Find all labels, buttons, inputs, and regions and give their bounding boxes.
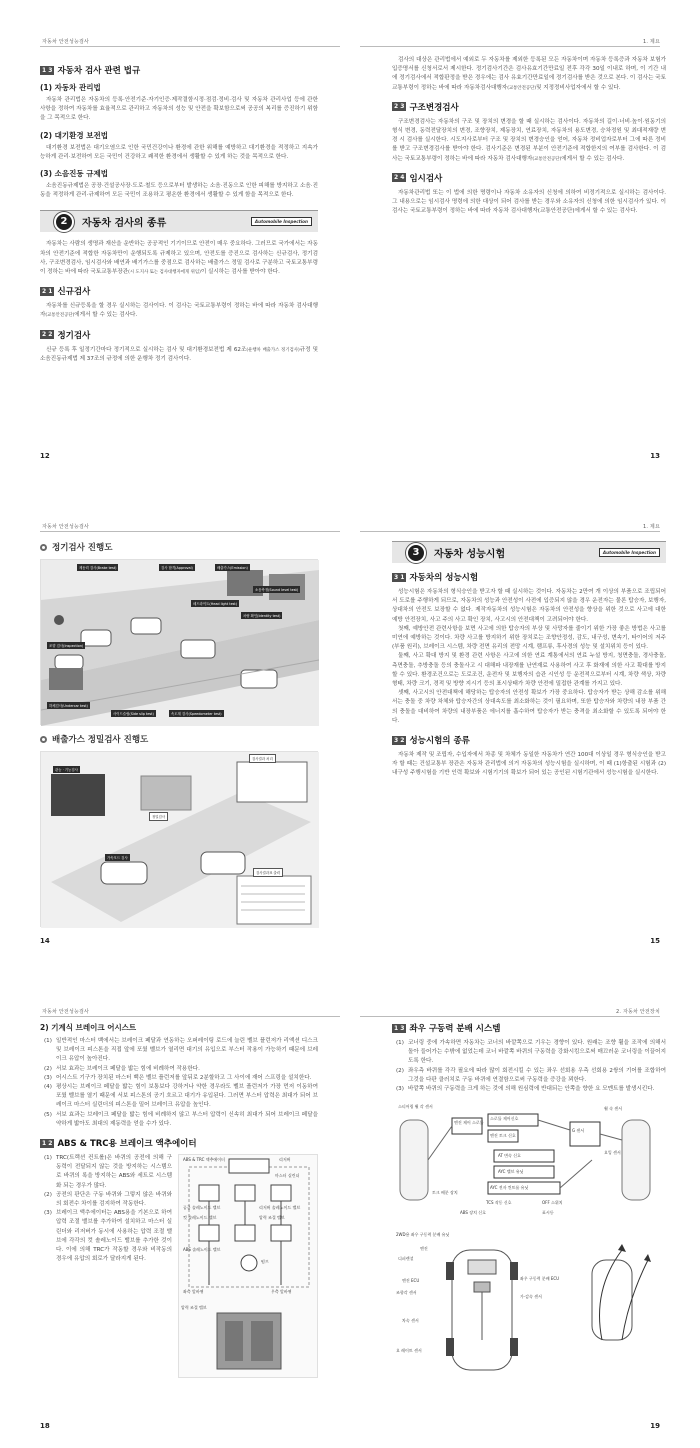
ayc-block-drawing [392,1100,666,1226]
running-header-left: 자동차 안전성능검사 [42,524,90,530]
paragraph: 소음진동규제법은 공장·건설공사장·도로·철도 등으로부터 발생하는 소음·진동으로 인한 피해를 방지하고 소음·진동을 적정하게 관리·규제하여 모든 국민이 조용하고 평온한 환경에서 생활할 수 있게 함을 목적으로 한다. [40,183,318,199]
ayc-system-diagram [392,1100,666,1226]
subsection-title: (3) 소음진동 규제법 [40,169,109,179]
list-item [40,1065,318,1074]
diagram-label: OFF 스위치 [542,1200,563,1206]
page-number: 12 [40,452,50,460]
figure-label: 하체검사(Undercar test) [49,704,88,708]
text-run-small: (교통안전공단) [532,156,562,162]
hydraulic-circuit-drawing [179,1155,319,1379]
periodic-inspection-illustration [40,559,318,725]
section-number-badge: 2 3 [394,103,405,111]
paragraph [40,302,318,320]
section-number-badge: 3 1 [394,573,405,581]
chapter-number: 3 [406,543,426,563]
figure-label: 검사 합격(Approval) [161,566,193,570]
diagram-label: AT 변속 신호 [498,1153,521,1159]
section-heading [40,1137,318,1149]
section-number-badge: 1 3 [42,66,53,74]
section-title: 임시검사 [409,173,443,184]
list-item-text: 어시스트 기구가 장치된 마스터 백은 벨브 플런저를 앞뒤로 2분할하고 그 사이에 재어 스프링을 설치한다. [56,1074,312,1081]
list-item [392,1067,666,1085]
figure-label: 관능 · 기능검사 [55,768,78,772]
chapter-title: 자동차 검사의 종류 [82,218,167,230]
diagram-label: 리저버 [279,1157,291,1163]
diagram-label: AYC 전자 컨트롤 유닛 [490,1185,529,1191]
text-run: 규정 및 소음진동규제법 제 37조의 규정에 의한 운행차 정기 검사이다. [40,346,318,362]
list-item-number: (4) [44,1084,52,1091]
list-item-number: (1) [396,1040,404,1046]
chapter-title: 자동차 성능시험 [434,549,506,560]
section-title: ABS & TRC용 브레이크 액추에이터 [57,1139,197,1150]
list-item [40,1111,318,1129]
diagram-label: 토크 배분 장치 [432,1190,458,1196]
text-run: 구조변경검사는 자동차의 구조 및 장치의 변경을 할 때 실시하는 검사이다. 자동차의 길이·너비·높이·원동기의 형식 변경, 동력전달장치의 변경, 조향장치, 제동장치, 연료장치, 자동차의 용도변경, 승차정원 및 최대적재량 변경 시 검사를 실시한다. 시도지사로부터 구조 및 장치의 변경승인을 얻어, 자동차 정비업자로부터 그에 따른 정비를 받고 구조변경검사를 받아야 한다. 검사기준은 변경된 부분이 안전기준에 적합한지의 여부를 검사한다. 이 검사는 국토교통부령이 정하는 바에 따라 자동차 검사대행자 [392,118,666,162]
spread-pages-14-15 [0,485,700,963]
abs-section-body [40,1154,318,1378]
list-item-text: 바깥쪽 바퀴의 구동력을 크게 하는 것에 의해 원심력에 반대되는 안쪽을 향한 요 모멘트를 발생시킨다. [408,1086,655,1093]
figure-label: 제동력 검사(Brake test) [79,566,117,570]
chapter-banner [392,541,666,563]
chapter-banner [40,210,318,232]
list-item-number: (2) [44,1065,52,1072]
paragraph: 둘째, 사고 확대 방지 및 환경 관련 사항은 사고에 의한 연료 계통에서의 연료 누설 방지, 청면충돌, 경사충돌, 측면충돌, 추방충돌 등의 충돌사고 시 대해파 내장재를 난연재료 사용하여 사고 후 화재에 의한 사고 확대를 방지할 수 있다. 환경조건으로는 도로조건, 운전자 및 보행자의 습관 시인성 등 운전적으로부터 시계, 차량 색상, 차량 형태, 차량 크기, 경적 및 방향 지시기 등의 표시상태가 차량 안전에 밀접한 관계를 가지고 있다. [392,653,666,688]
list-item-number: (1) [44,1155,52,1162]
text-run-small: (시 도지사 또는 검사대행자에게 위임) [128,270,201,276]
section-title: 좌우 구동력 분배 시스템 [409,1024,501,1034]
section-title: 성능시험의 종류 [409,736,470,747]
figure-label: 헤드라이트(Head light test) [193,602,238,606]
diagram-label: 공급 솔레노이드 밸브 [183,1205,221,1211]
diagram-label: 컷 솔레노이드 밸브 [183,1215,217,1221]
diagram-label: 엔진 [420,1246,428,1252]
vehicle-chassis-drawing [392,1230,666,1380]
header-rule [360,1016,660,1017]
list-item-text: 좌우측 바퀴를 각각 필요에 따라 많이 회전시킬 수 있는 좌우 선회용 우측 선회용 2쌍의 기어를 조합하여 그것을 다판 클러치로 구동 바퀴에 연결함으로써 구동력을 증강을 꾀한다. [408,1067,666,1083]
list-item-number: (5) [44,1111,52,1118]
figure-label: 사이드슬립(Side slip test) [113,712,154,716]
list-item-number: (3) [396,1086,404,1093]
chapter-tag: Automobile Inspection [251,217,312,226]
figure-label: 배출가스(Emission) [217,566,248,570]
figure-title-text: 배출가스 정밀검사 진행도 [52,735,149,745]
section-heading [40,64,318,76]
list-item-text: 일반적인 마스터 백에서는 브레이크 페달과 연동하는 오퍼레이팅 로드에 늘린 벨브 플런저가 리액션 디스크 및 브레이크 피스톤을 직접 앞에 포웠 벨브가 열리면 대기의 유입으로 부스터 작용이 가능하기 때문에 브레이크 유압이 높아진다. [56,1038,318,1063]
diagram-label: 휠 속 센서 [604,1106,622,1112]
list-item-text: 서보 효과는 브레이크 페달을 밟는 힘에 비례하여 작용한다. [56,1065,200,1072]
paragraph: 자동차 관리법은 자동차의 등록·안전기준·자기인증·제작결함시정·점검·정비·검사 및 자동차 관리사업 등에 관한 사항을 정하여 자동차를 효율적으로 관리하고 자동차의 성능 및 안전을 확보함으로써 공공의 복리를 증진하기 위함을 그 목적으로 한다. [40,97,318,122]
section-heading [392,101,666,113]
list-item [40,1209,172,1264]
text-run: 에게서 할 수 있는 검사다. [74,312,138,319]
list-item-number: (3) [44,1210,52,1217]
diagram-label: ABS 장치 신호 [460,1210,486,1216]
diagram-label: 우측 앞바퀴 [271,1289,292,1295]
diagram-label: 조향각 센서 [396,1290,417,1296]
page-13-content [392,56,666,216]
diagram-label: 리저버 솔레노이드 밸브 [259,1205,301,1211]
bullet-circle-icon [40,736,47,743]
diagram-label: 요 레이트 센서 [396,1348,422,1354]
text-run: 신규 등록 후 일정기간마다 정기적으로 실시하는 검사 및 대기환경보전법 제 62조 [46,346,247,353]
header-rule [40,531,340,532]
page-19 [350,970,700,1448]
list-item [40,1074,318,1083]
text-run: 에게서 할 수 있는 검사다. [561,155,625,162]
subsection-title: (2) 대기환경 보전법 [40,130,109,140]
brake-assist-list [40,1037,318,1129]
diagram-label: 엔진 토크 신호 [490,1133,516,1139]
diagram-label: 스로틀 제어신호 [490,1116,519,1122]
text-run: 이 실시하는 검사를 받아야 한다. [200,269,280,276]
section-number-badge: 2 2 [42,331,53,339]
text-run: 검사의 대상은 관리법에서 예외로 두 자동차를 제외한 등록된 모든 자동차이며 자동차 등록증과 자동차 보험가입증명서를 신청서로서 제시한다. 정기검사기간은 검사유효기간만료일 전후 각각 30일 이내로 하며, 이 기간 내에 정기검사에서 적합판정을 받은 경우에는 검사 유효기간만료일에 정기검사를 받은 것으로 본다. 이 검사는 국토교통부령이 정하는 바에 따라 자동차검사대행자 [392,57,666,91]
header-rule [360,46,660,47]
list-item-text: 공전의 판단은 구동 바퀴와 그렇지 않은 바퀴와의 회전수 차이를 검지하여 작동한다. [56,1191,172,1208]
figure-label: 소음측정(Sound level test) [255,588,299,592]
diagram-label: 엔진 ECU [402,1278,420,1284]
list-item-number: (2) [44,1191,52,1198]
figure-label: 정밀검사 [149,812,168,821]
section-title: 자동차 검사 관련 법규 [57,66,141,76]
list-item-text: 코너링 중에 가속하면 자동차는 코너의 바깥쪽으로 기우는 경향이 있다. 원래는 조향 휠을 조작에 의해서 돌아 들어가는 수밖에 없었는데 코너 바깥쪽 바퀴의 구동력을 강화시킴으로써 매끄러운 코너링을 이끌어지도록 한다. [408,1040,666,1065]
diagram-label: 표시등 [542,1210,554,1216]
subsection-title: 2) 기계식 브레이크 어시스트 [40,1023,137,1032]
text-run: 및 지정정비사업자에서 할 수 있다. [536,84,621,91]
chapter-number: 2 [54,212,74,232]
list-item-text: 서보 효과는 브레이크 페달을 밟는 힘에 비례하지 않고 부스터 압력이 신속히 최대가 되어 브레이크 페달을 약하게 밟아도 최대의 제동력을 얻을 수가 있다. [56,1111,318,1127]
text-run-small: (운행차 배출가스 정기검사) [246,347,300,353]
paragraph: 자동차 제작 및 조립자, 수입자에서 차종 및 차체가 동일한 자동차가 연간 100대 이상일 경우 형식승인을 받고자 할 때는 건설교통부 장관은 자동차 관리법에 의거 자동차의 성능시험을 실시하며, 이 때 (1)항출된 시험과 (2) 내구성 주행시험을 기반 인력 확보와 시험기기의 확보가 되어 있는 공인된 시험기관에서 성능시험을 실시한다. [392,752,666,777]
diagram-label: 2WD용 좌우 구동력 분배 유닛 [396,1232,450,1238]
section-title: 정기검사 [57,330,91,341]
section-number-badge: 2 4 [394,174,405,182]
diagram-label: 펌프 [261,1259,269,1265]
figure-title [40,541,318,553]
paragraph: 대기환경 보전법은 대기오염으로 인한 국민건강이나 환경에 관한 위해를 예방하고 대기환경을 적정하고 지속가능하게 관리·보전하여 모든 국민이 건강하고 쾌적한 환경에서 생활할 수 있게 하는 것을 목적으로 한다. [40,144,318,160]
section-heading [392,1022,666,1034]
figure-label: 가속모드 검사 [107,856,128,860]
header-rule [360,531,660,532]
figure-label: 검사결과 처리 [249,754,276,763]
running-header-right: 1. 제요 [642,524,660,530]
spread-pages-12-13 [0,0,700,478]
list-item-text: 평상시는 브레이크 페달을 밟는 힘이 보통보다 강하거나 약한 경우라도 벨브 플런저가 가장 먼저 이동하여 포웠 벨브를 열기 때문에 서보 피스톤의 공기 흐르고 대기가 유입된다. 그러면 부스터 압력은 최대가 되어 브레이크 마스터 실린더의 피스톤을 밀어 브레이크 유압을 높인다. [56,1084,318,1109]
page-14-content [40,541,318,927]
text-run: 자동차는 사람의 생명과 재산을 운반하는 공공적인 기기이므로 안전이 매우 중요하다. 그러므로 국가에서는 자동차의 안전기준에 적합한 자동차만이 운행되도록 규제하고 있으며, 안전도를 증진으로 검사하는 신규검사, 정기검사, 구조변경검사, 임시검사와 배연과 배기가스를 중점으로 검사하는 배출가스 정밀 검사로 구분하고 국토교통부령이 정하는 바에 따라 국토교통부장관 [40,241,318,276]
subsection-title: (1) 자동차 관리법 [40,83,101,92]
paragraph [40,346,318,364]
page-15 [350,485,700,963]
section-number-badge: 1 2 [42,1139,53,1147]
diagram-label: G 센서 [572,1128,585,1134]
figure-label: 차량 확인(Identity test) [243,614,281,618]
2wd-torque-distribution-diagram [392,1230,666,1380]
header-rule [40,1016,340,1017]
abs-trc-actuator-diagram [178,1154,318,1378]
figure-title [40,733,318,745]
list-item-text: TRC(트랙션 컨트롤)은 바퀴의 공전에 의해 구동력이 전달되지 않는 것을 방지하는 시스템으로 바퀴의 록을 방지하는 ABS와 세트로 시스템화 되는 경우가 많다. [56,1155,172,1189]
header-rule [40,46,340,47]
list-item-number: (2) [396,1067,404,1074]
section-number-badge: 3 2 [394,736,405,744]
figure-title-text: 정기검사 진행도 [52,543,113,553]
page-18-content [40,1022,318,1378]
chapter-tag: Automobile Inspection [599,548,660,557]
page-number: 18 [40,1422,50,1430]
diagram-label: 가·감속 센서 [520,1294,542,1300]
paragraph: 셋째, 사고시의 안전대책에 해당하는 탑승자의 안전성 확보가 가장 중요하다. 탑승자가 받는 상해 감소를 위해서는 충돌 중 차량 차체와 탑승자간의 상대속도를 최소화하는 것이 필요하며, 또한 탑승자와 차량의 내장 부품 간의 충돌을 대비하여 차량의 내장부품은 에너지를 흡수하여 탑승자가 받는 충격을 최소화할 수 있도록 되어야 한다. [392,690,666,724]
abs-list [40,1154,172,1378]
bullet-circle-icon [40,544,47,551]
section-number-badge: 1 3 [394,1024,405,1032]
text-run-small: (교통안전공단) [507,85,537,91]
section-heading [392,571,666,583]
section-heading [40,285,318,297]
list-item-number: (3) [44,1074,52,1081]
paragraph: 첫째, 예방안전 관련사항을 보면 사고에 의한 탑승자의 부상 및 사망자를 줄이기 위한 가장 좋은 방법은 사고를 미연에 예방하는 것이다. 차량 사고를 방지하기 위한 장치로는 조향안정성, 감도, 내구성, 변속기, 타이어의 저주(부품 원리), 브레이크 시스템, 차량 전면 유리의 전망 시계, 램프류, 후사경의 성능 및 설치위치 등이 있다. [392,625,666,651]
section-title: 신규검사 [57,287,91,298]
paragraph [40,240,318,277]
page-19-content [392,1022,666,1380]
page-number: 14 [40,937,50,945]
running-header-left: 자동차 안전성능검사 [42,39,90,45]
paragraph [392,118,666,164]
page-12 [0,0,350,478]
diagram-label: 압력 조절 밸브 [181,1305,207,1311]
section-title: 자동차의 성능시험 [409,573,479,583]
page-14 [0,485,350,963]
list-item-number: (1) [44,1038,52,1044]
paragraph: 자동차관리법 또는 이 법에 의한 명령이나 자동차 소유자의 신청에 의하여 비정기적으로 실시하는 검사이다. 그 내용으로는 임시검사 명령에 의한 대상이 되어 검사를 받는 경우와 소유자의 신청에 의한 임시검사가 있다. 이 검사는 국토교통부령이 정하는 바에 따라 자동차 검사대행자(교통안전공단)에게서 할 수 있는 검사다. [392,189,666,215]
running-header-right: 2. 자동차 안전장치 [616,1009,660,1015]
diagram-label: 스티어링 휠 각 센서 [398,1104,433,1110]
diagram-label: AYC 밸브 유닛 [498,1169,524,1175]
list-item [40,1191,172,1209]
running-header-left: 자동차 안전성능검사 [42,1009,90,1015]
diagram-label: 차속 센서 [402,1318,419,1324]
page-12-content [40,56,318,364]
section-heading [392,734,666,746]
page-18 [0,970,350,1448]
diagram-label: 압력 조절 밸브 [259,1215,285,1221]
page-number: 15 [650,937,660,945]
torque-vectoring-list [392,1039,666,1094]
diagram-label: ABS 솔레노이드 밸브 [183,1247,221,1253]
list-item [392,1085,666,1094]
text-run-small: (교통안전공단) [45,313,75,319]
page-number: 19 [650,1422,660,1430]
diagram-label: TCS 작동 신호 [486,1200,512,1206]
diagram-label: 엔진 제어 스로틀 [454,1120,484,1126]
list-item-text: 브레이크 액추에이터는 ABS용을 기본으로 하여 압력 조절 밸브를 추가하여 설치하고 마스터 실린더와 리저버가 동시에 사용하는 압력 조절 밸브에 각각의 컷 솔레노이드 밸브를 추가한 것이다. 이에 의해 TRC가 작동할 경우와 비작동의 경우에 유압의 회로가 달라지게 된다. [56,1210,172,1263]
list-item [40,1083,318,1111]
section-number-badge: 2 1 [42,287,53,295]
figure-label: 속도계 검사(Speedometer test) [171,712,222,716]
section-heading [392,172,666,184]
paragraph: 성능시험은 자동차의 형식승인을 받고자 할 때 실시하는 것이다. 자동차는 2만여 개 이상의 부품으로 조립되어서 도로를 주행하게 되므로, 자동차의 성능과 안전성이 사전에 입증되지 않을 경우 운전자는 물론 탑승자, 보행자, 상대차의 안전도 보장할 수 없다. 제작자동차의 성능시험은 자동차의 안전성을 향상을 위한 것으로 사고에 대한 예방 안전장치, 사고 주의 사고 확인 장치, 사고시의 안전대책이 고려되어야 한다. [392,589,666,623]
running-header-right: 1. 제요 [642,39,660,45]
list-item [392,1039,666,1067]
emission-inspection-illustration [40,751,318,927]
spread-pages-18-19 [0,970,700,1448]
emission-line-drawing [41,752,319,928]
diagram-label: 요잉 센서 [604,1150,621,1156]
page-13 [350,0,700,478]
list-item [40,1154,172,1191]
diagram-label: 디퍼렌셜 [398,1256,414,1262]
text-run: 자동차를 신규등록을 할 경우 실시하는 검사이다. 이 검사는 국토교통부령이 정하는 바에 따라 자동차 검사대행자 [40,303,318,319]
page-15-content [392,541,666,779]
page-number: 13 [650,452,660,460]
diagram-label: ABS & TRC 액추에이터 [183,1157,226,1163]
diagram-label: 좌측 앞바퀴 [183,1289,204,1295]
diagram-label: 마스터 실린더 [275,1173,300,1179]
list-item [40,1037,318,1065]
diagram-label: 좌우 구동력 분배 ECU [520,1276,560,1282]
section-heading [40,329,318,341]
section-title: 구조변경검사 [409,102,459,113]
figure-label: 검사결과표 출력 [253,868,283,877]
figure-label: 조향 검사(Inspection) [49,644,84,648]
paragraph [392,56,666,93]
